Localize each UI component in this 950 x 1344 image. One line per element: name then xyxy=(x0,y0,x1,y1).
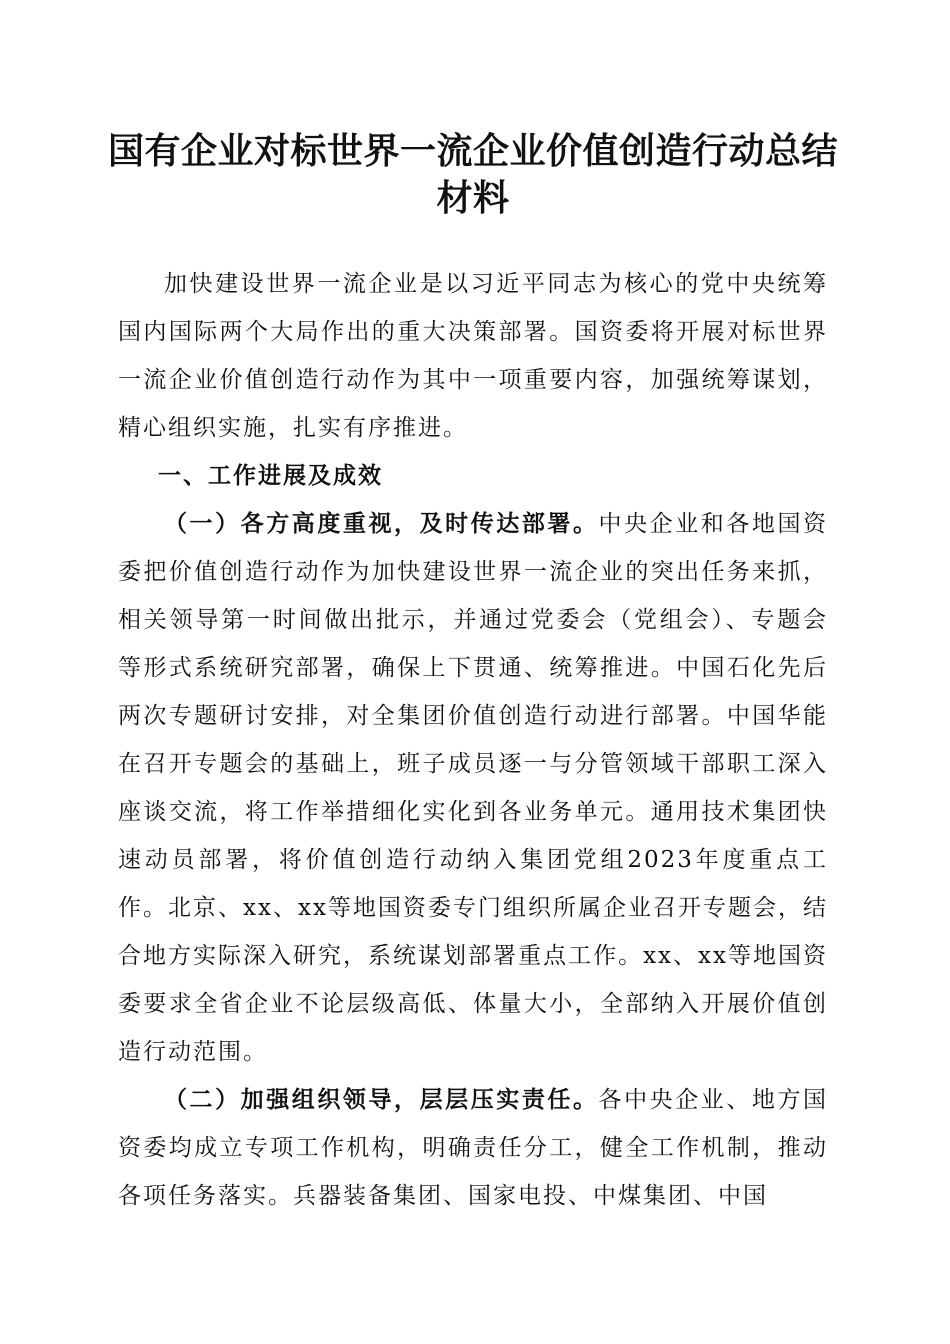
subsection-paragraph-2 xyxy=(118,1076,828,1220)
subsection-body-2: 各中央企业、地方国资委均成立专项工作机构，明确责任分工，健全工作机制，推动各项任务落实。兵器装备集团、国家电投、中煤集团、中国 xyxy=(118,1087,829,1209)
subsection-body-1: 中央企业和各地国资委把价值创造行动作为加快建设世界一流企业的突出任务来抓，相关领导第一时间做出批示，并通过党委会（党组会）、专题会等形式系统研究部署，确保上下贯通、统筹推进。中国石化先后两次专题研讨安排，对全集团价值创造行动进行部署。中国华能在召开专题会的基础上，班子成员逐一与分管领域干部职工深入座谈交流，将工作举措细化实化到各业务单元。通用技术集团快速动员部署，将价值创造行动纳入集团党组2023年度重点工作。北京、xx、xx等地国资委专门组织所属企业召开专题会，结合地方实际深入研究，系统谋划部署重点工作。xx、xx等地国资委要求全省企业不论层级高低、体量大小，全部纳入开展价值创造行动范围。 xyxy=(118,511,829,1065)
document-title: 国有企业对标世界一流企业价值创造行动总结材料 xyxy=(107,130,838,219)
intro-paragraph: 加快建设世界一流企业是以习近平同志为核心的党中央统筹国内国际两个大局作出的重大决策部署。国资委将开展对标世界一流企业价值创造行动作为其中一项重要内容，加强统筹谋划，精心组织实施，扎实有序推进。 xyxy=(118,271,828,441)
subsection-lead-2: （二）加强组织领导，层层压实责任。 xyxy=(164,1086,599,1113)
subsection-lead-1: （一）各方高度重视，及时传达部署。 xyxy=(164,510,599,537)
subsection-paragraph-1 xyxy=(118,500,828,1076)
section-heading-1: 一、工作进展及成效 xyxy=(158,463,383,489)
